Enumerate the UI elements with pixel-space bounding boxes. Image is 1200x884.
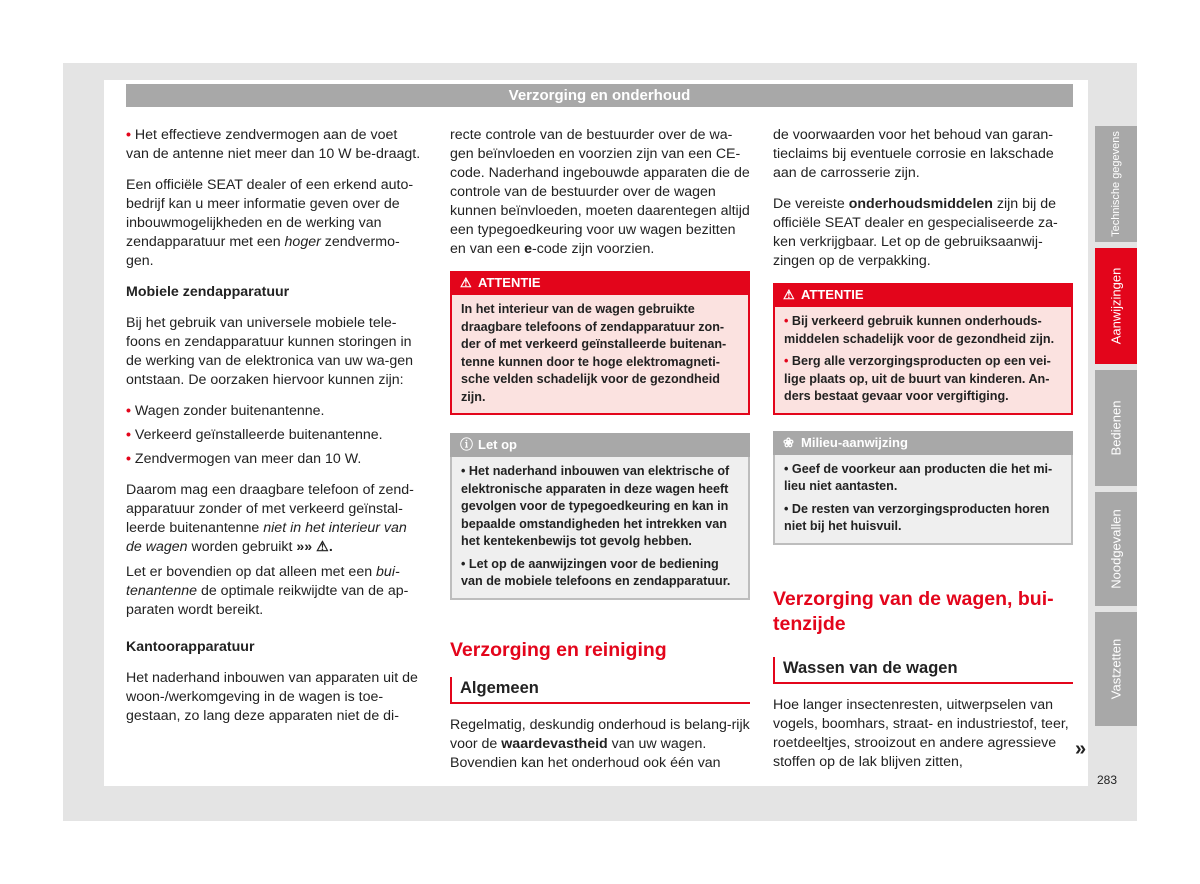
list-item: • Let op de aanwijzingen voor de bediening van de mobiele telefoons en zendapparatuur. xyxy=(461,556,731,588)
paragraph-interior-use: Daarom mag een draagbare telefoon of zend-apparatuur zonder of met verkeerd geïnstal-leerde buitenantenne niet in het interieur van de wagen worden gebruikt »» ⚠. xyxy=(126,482,414,555)
continue-mark: » xyxy=(1075,738,1087,760)
paragraph-outer-antenna: Let er bovendien op dat alleen met een bui-tenantenne de optimale reikwijdte van de ap-paraten wordt bereikt. xyxy=(126,564,409,618)
paragraph-office: Het naderhand inbouwen van apparaten uit de woon-/werkomgeving in de wagen is toe-gestaan, zo lang deze apparaten niet de di- xyxy=(126,670,418,724)
list-item: • Zendvermogen van meer dan 10 W. xyxy=(126,451,362,467)
list-item: • Verkeerd geïnstalleerde buitenantenne. xyxy=(126,427,383,443)
info-icon: ⓘ xyxy=(460,437,474,452)
paragraph-washing: Hoe langer insectenresten, uitwerpselen van vogels, boomhars, straat- en industriestof, teer, roetdeeltjes, strooizout en andere agressieve stoffen op de lak blijven zitten, xyxy=(773,696,1069,770)
heading-office: Kantoorapparatuur xyxy=(126,639,255,655)
column-1 xyxy=(126,126,424,738)
tab-aanwijzingen[interactable]: Aanwijzingen xyxy=(1095,248,1137,364)
subsection-title: Algemeen xyxy=(450,677,750,704)
tab-bedienen[interactable]: Bedienen xyxy=(1095,370,1137,486)
page-header: Verzorging en onderhoud xyxy=(126,84,1073,107)
warning-triangle-icon: ⚠ xyxy=(460,275,472,290)
paragraph-mobile: Bij het gebruik van universele mobiele tele-foons en zendapparatuur kunnen storingen in de werking van de elektronica van uw wa-gen ontstaan. De oorzaken hiervoor kunnen zijn: xyxy=(126,315,414,388)
column-3 xyxy=(773,126,1073,784)
flower-icon: ❀ xyxy=(783,434,794,450)
section-title: Verzorging en reiniging xyxy=(450,638,667,661)
list-item: • Berg alle verzorgingsproducten op een vei-lige plaats op, uit de buurt van kinderen. An-ders bestaat gevaar voor vergiftiging. xyxy=(784,354,1051,403)
note-box: ⓘ Let op • Het naderhand inbouwen van elektrische of elektronische apparaten in deze wagen heeft gevolgen voor de typegoedkeuring en kan in bepaalde omstandigheden het intrekken van het kentekenbewijs tot gevolg hebben. • Let op de aanwijzingen voor de bediening van de mobiele telefoons en zendapparatuur. xyxy=(450,433,750,600)
paragraph-warranty: de voorwaarden voor het behoud van garan-tieclaims bij eventuele corrosie en lakschade aan de carrosserie zijn. xyxy=(773,127,1054,181)
list-item: • Wagen zonder buitenantenne. xyxy=(126,403,325,419)
list-item: • Het naderhand inbouwen van elektrische of elektronische apparaten in deze wagen heeft gevolgen voor de typegoedkeuring en kan in bepaalde omstandigheden het intrekken van het kentekenbewijs tot gevolg hebben. xyxy=(461,464,730,548)
paragraph-maintenance: Regelmatig, deskundig onderhoud is belang-rijk voor de waardevastheid van uw wagen. Bovendien kan het onderhoud ook één van xyxy=(450,716,750,771)
warning-reference-icon: »» ⚠. xyxy=(296,539,333,555)
paragraph-dealer-info: Een officiële SEAT dealer of een erkend auto-bedrijf kan u meer informatie geven over de inbouwmogelijkheden en de werking van zendapparatuur met een hoger zendvermo-gen. xyxy=(126,177,414,269)
bullet-mark: • xyxy=(126,127,131,143)
paragraph-products: De vereiste onderhoudsmiddelen zijn bij de officiële SEAT dealer en gespecialiseerde za-ken verkrijgbaar. Let op de gebruiksaanwij-zingen op de verpakking. xyxy=(773,196,1058,269)
list-item: • Bij verkeerd gebruik kunnen onderhouds-middelen schadelijk voor de gezondheid zijn. xyxy=(784,314,1055,346)
warning-box: ⚠ ATTENTIE • Bij verkeerd gebruik kunnen onderhouds-middelen schadelijk voor de gezondheid zijn. • Berg alle verzorgingsproducten op een vei-lige plaats op, uit de buurt van kinderen. An-ders bestaat gevaar voor vergiftiging. xyxy=(773,283,1073,415)
warning-triangle-icon: ⚠ xyxy=(783,287,795,302)
list-item: • Geef de voorkeur aan producten die het mi-lieu niet aantasten. xyxy=(784,461,1053,493)
warning-box: ⚠ ATTENTIE In het interieur van de wagen gebruikte draagbare telefoons of zendapparatuur zon-der of met verkeerd geïnstalleerde buitenan-tenne kunnen door te hoge elektromagneti-sche velden schadelijk voor de gezondheid zijn. xyxy=(450,271,750,415)
environment-box: ❀ Milieu-aanwijzing • Geef de voorkeur aan producten die het mi-lieu niet aantasten. • De resten van verzorgingsproducten horen niet bij het huisvuil. xyxy=(773,431,1073,545)
page-number: 283 xyxy=(1097,773,1118,787)
tab-vastzetten[interactable]: Vastzetten xyxy=(1095,612,1137,726)
section-title: Verzorging van de wagen, bui-tenzijde xyxy=(773,587,1054,635)
paragraph-control: recte controle van de bestuurder over de wa-gen beïnvloeden en voorzien zijn van een CE-code. Naderhand ingebouwde apparaten die de controle van de bestuurder over de wagen kunnen beïnvloeden, moeten daarentegen altijd een typegoedkeuring voor uw wagen bezitten en van een e-code zijn voorzien. xyxy=(450,127,750,257)
tab-noodgevallen[interactable]: Noodgevallen xyxy=(1095,492,1137,606)
list-item: • De resten van verzorgingsproducten horen niet bij het huisvuil. xyxy=(784,501,1050,533)
subsection-title: Wassen van de wagen xyxy=(773,657,1073,684)
column-2 xyxy=(450,126,750,785)
bullet-antenna-power: • Het effectieve zendvermogen aan de voet van de antenne niet meer dan 10 W be-draagt. xyxy=(126,127,421,162)
tab-technische-gegevens[interactable]: Technische gegevens xyxy=(1095,126,1137,242)
heading-mobile: Mobiele zendapparatuur xyxy=(126,284,290,300)
